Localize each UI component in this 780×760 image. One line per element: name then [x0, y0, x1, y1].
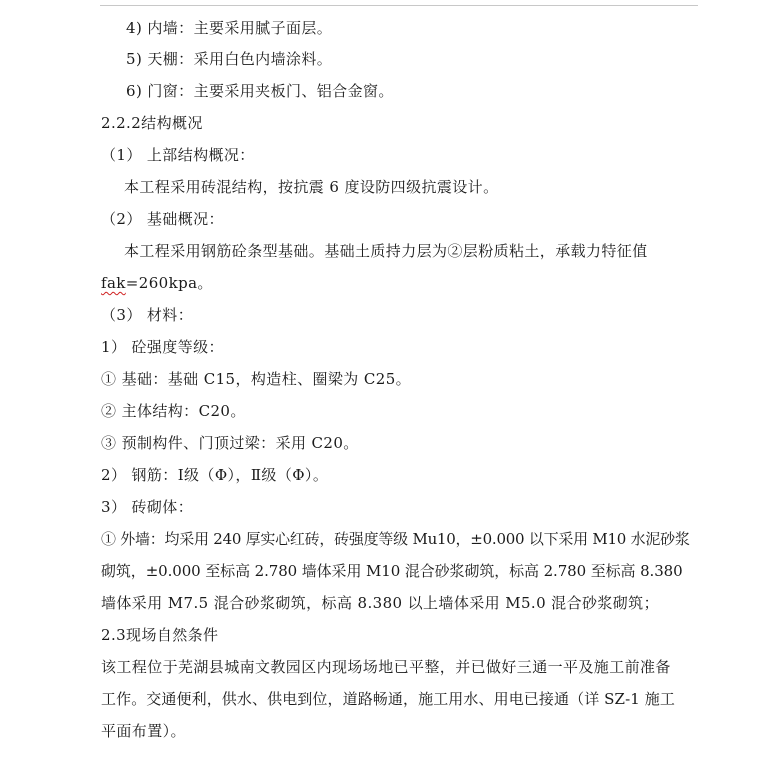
text-line-10: （3） 材料： [101, 306, 194, 324]
text-line-13: ② 主体结构：C20。 [101, 402, 246, 420]
text-line-9-rest: =260kpa。 [125, 274, 213, 292]
text-line-6: 本工程采用砖混结构，按抗震 6 度设防四级抗震设计。 [124, 178, 499, 196]
section-heading-2-2-2: 2.2.2结构概况 [101, 114, 203, 132]
text-line-19: 墙体采用 M7.5 混合砂浆砌筑，标高 8.380 以上墙体采用 M5.0 混合砂浆砌筑； [101, 594, 659, 612]
text-line-21: 该工程位于芜湖县城南文教园区内现场场地已平整，并已做好三通一平及施工前准备 [101, 658, 671, 676]
header-rule [100, 5, 698, 6]
text-line-12: ① 基础：基础 C15，构造柱、圈梁为 C25。 [101, 370, 412, 388]
text-line-22: 工作。交通便利，供水、供电到位，道路畅通，施工用水、用电已接通（详 SZ-1 施工 [101, 690, 675, 708]
text-line-11: 1） 砼强度等级： [101, 338, 224, 356]
section-heading-2-3: 2.3现场自然条件 [101, 626, 219, 644]
text-line-5: （1） 上部结构概况： [101, 146, 255, 164]
text-line-16: 3） 砖砌体： [101, 498, 194, 516]
spellcheck-underlined-word: fak [101, 274, 126, 292]
text-line-1: 4) 内墙：主要采用腻子面层。 [126, 19, 333, 37]
text-line-2: 5) 天棚：采用白色内墙涂料。 [126, 50, 333, 68]
text-line-15: 2） 钢筋：Ⅰ级（Φ），Ⅱ级（Φ）。 [101, 466, 329, 484]
text-line-8: 本工程采用钢筋砼条型基础。基础土质持力层为②层粉质粘土，承载力特征值 [124, 242, 648, 260]
text-line-7: （2） 基础概况： [101, 210, 224, 228]
text-line-23: 平面布置）。 [101, 722, 186, 740]
text-line-3: 6) 门窗：主要采用夹板门、铝合金窗。 [126, 82, 394, 100]
text-line-17: ① 外墙：均采用 240 厚实心红砖，砖强度等级 Mu10，±0.000 以下采用 M10 水泥砂浆 [101, 530, 690, 548]
text-line-14: ③ 预制构件、门顶过梁：采用 C20。 [101, 434, 359, 452]
text-line-18: 砌筑，±0.000 至标高 2.780 墙体采用 M10 混合砂浆砌筑，标高 2.780 至标高 8.380 [101, 562, 683, 580]
text-line-9 [101, 272, 213, 294]
